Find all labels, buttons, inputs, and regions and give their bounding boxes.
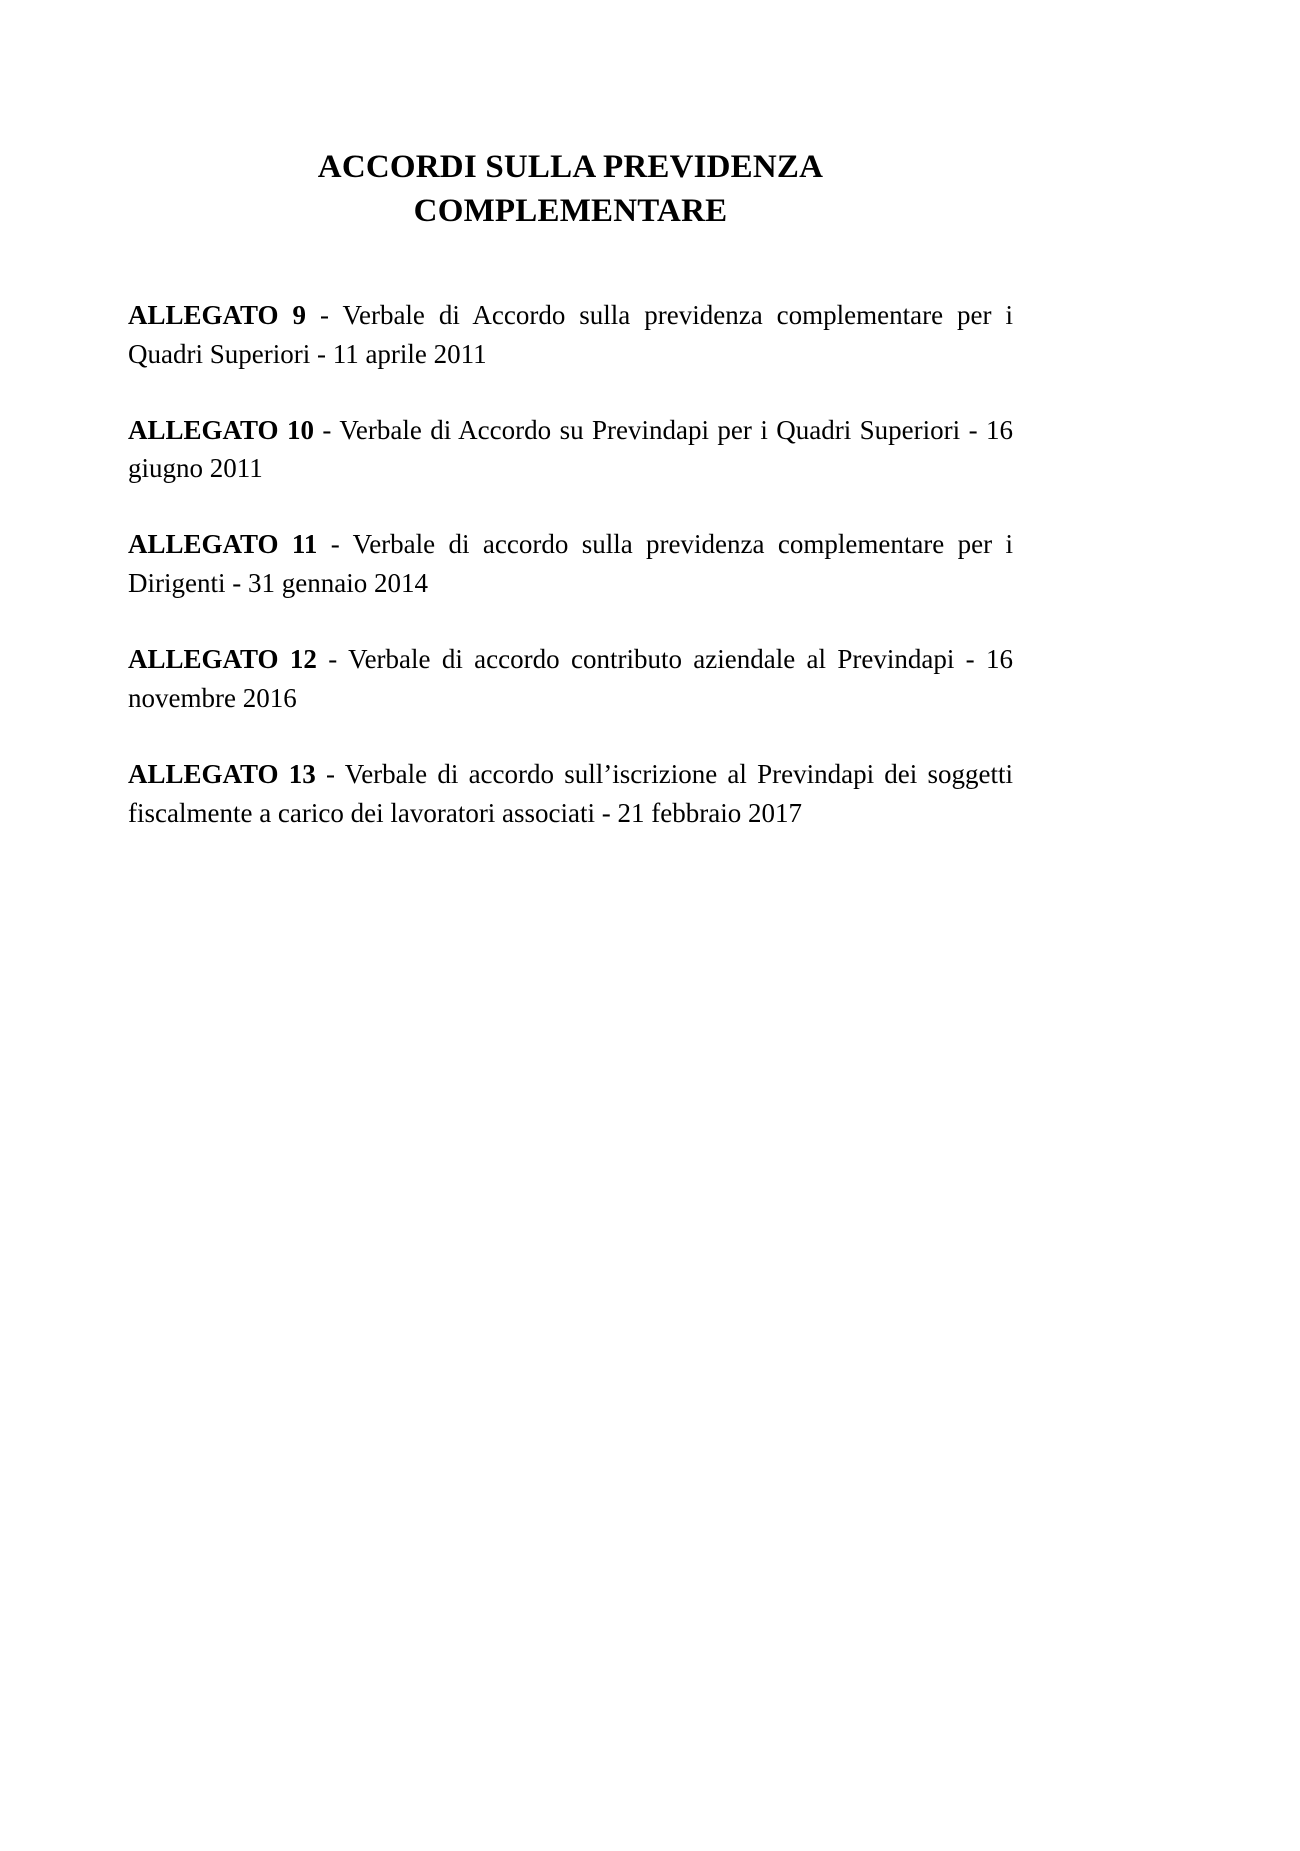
attachment-entry-13 bbox=[128, 755, 1013, 833]
page-title-line-2: COMPLEMENTARE bbox=[413, 192, 728, 229]
attachment-label-11: ALLEGATO 11 bbox=[128, 529, 318, 560]
page-content bbox=[128, 0, 1013, 833]
attachment-list bbox=[128, 296, 1013, 833]
attachment-entry-11 bbox=[128, 525, 1013, 603]
page-title bbox=[128, 0, 1013, 234]
attachment-description-9: - Verbale di Accordo sulla previdenza complementare per i Quadri Superiori - 11 aprile 2011 bbox=[128, 299, 1013, 369]
attachment-description-12: - Verbale di accordo contributo aziendale al Previndapi - 16 novembre 2016 bbox=[128, 644, 1013, 713]
attachment-description-10: - Verbale di Accordo su Previndapi per i Quadri Superiori - 16 giugno 2011 bbox=[128, 414, 1013, 484]
page-title-line-1: ACCORDI SULLA PREVIDENZA bbox=[317, 149, 824, 185]
attachment-label-13: ALLEGATO 13 bbox=[128, 758, 316, 789]
attachment-description-11: - Verbale di accordo sulla previdenza complementare per i Dirigenti - 31 gennaio 2014 bbox=[128, 529, 1013, 599]
attachment-description-13: - Verbale di accordo sull’iscrizione al Previndapi dei soggetti fiscalmente a carico dei lavoratori associati - 21 febbraio 2017 bbox=[128, 758, 1013, 828]
attachment-entry-10 bbox=[128, 411, 1013, 489]
attachment-label-12: ALLEGATO 12 bbox=[128, 644, 317, 674]
attachment-entry-9 bbox=[128, 296, 1013, 374]
attachment-label-10: ALLEGATO 10 bbox=[128, 414, 314, 445]
attachment-entry-12 bbox=[128, 640, 1013, 718]
attachment-label-9: ALLEGATO 9 bbox=[128, 299, 307, 330]
